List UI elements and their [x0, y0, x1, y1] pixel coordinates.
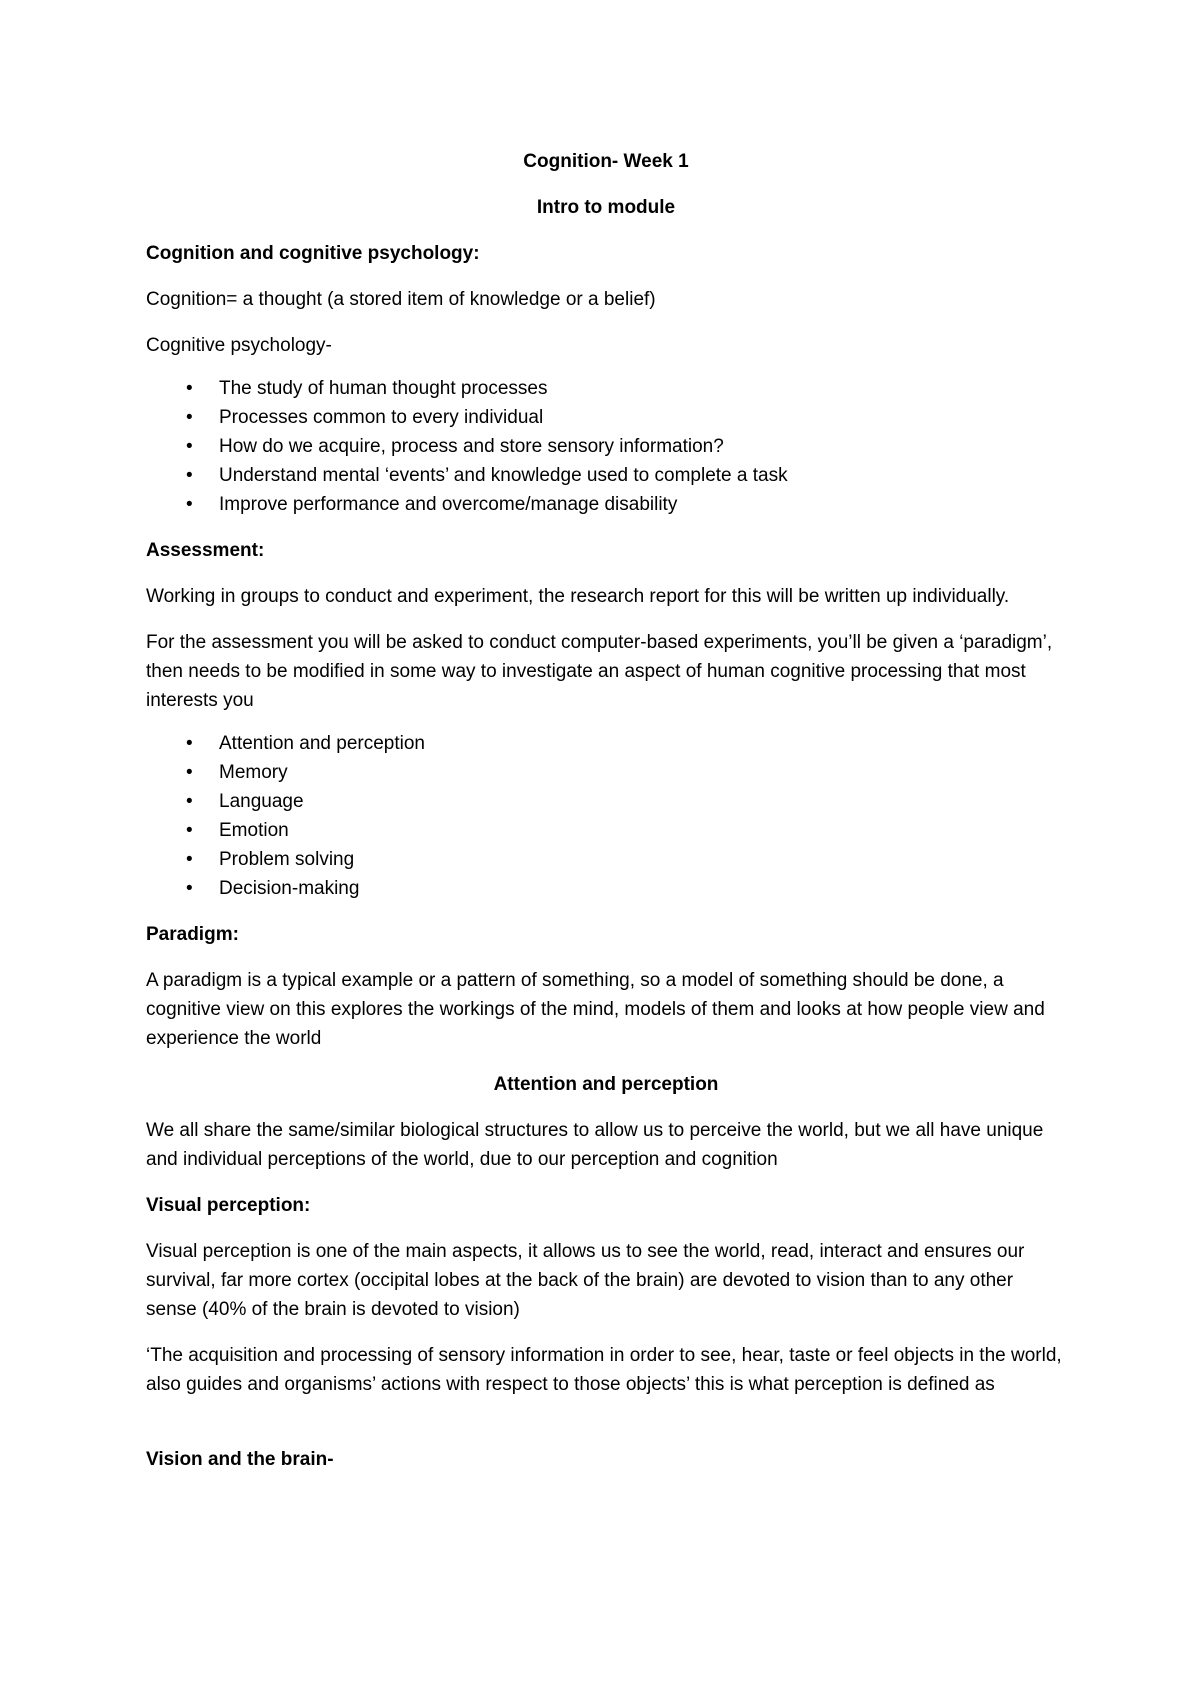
section-heading-cognition: Cognition and cognitive psychology:: [146, 243, 480, 264]
section-heading-vision-brain: Vision and the brain-: [146, 1449, 334, 1470]
list-item: • Processes common to every individual: [146, 403, 1066, 432]
bullet-icon: •: [186, 878, 193, 899]
visual-perception-paragraph-2: ‘The acquisition and processing of sensory information in order to see, hear, taste or feel objects in the world, also guides and organisms’ actions with respect to those objects’ this is what perception is defined as: [146, 1345, 1062, 1395]
list-item: • Memory: [146, 758, 1066, 787]
bullet-icon: •: [186, 407, 193, 428]
assessment-paragraph-1: Working in groups to conduct and experiment, the research report for this will be written up individually.: [146, 586, 1010, 607]
bullet-icon: •: [186, 849, 193, 870]
list-item: • How do we acquire, process and store sensory information?: [146, 432, 1066, 461]
document-body: [146, 147, 1066, 1491]
bullet-icon: •: [186, 762, 193, 783]
list-item: • Improve performance and overcome/manage disability: [146, 490, 1066, 519]
section-heading-assessment: Assessment:: [146, 540, 265, 561]
bullet-icon: •: [186, 465, 193, 486]
assessment-topics-list: [146, 729, 1066, 903]
list-item: • Understand mental ‘events’ and knowledge used to complete a task: [146, 461, 1066, 490]
list-item: • Decision-making: [146, 874, 1066, 903]
bullet-icon: •: [186, 436, 193, 457]
list-item: • Problem solving: [146, 845, 1066, 874]
paradigm-paragraph: A paradigm is a typical example or a pattern of something, so a model of something should be done, a cognitive view on this explores the workings of the mind, models of them and looks at how people view and experience the world: [146, 970, 1045, 1049]
list-item: • Emotion: [146, 816, 1066, 845]
blank-line: [146, 1416, 1066, 1445]
bullet-icon: •: [186, 791, 193, 812]
list-item: • Language: [146, 787, 1066, 816]
cognitive-psychology-list: [146, 374, 1066, 519]
bullet-icon: •: [186, 820, 193, 841]
bullet-icon: •: [186, 733, 193, 754]
page-subtitle: Intro to module: [536, 197, 676, 218]
attention-paragraph: We all share the same/similar biological structures to allow us to perceive the world, but we all have unique and individual perceptions of the world, due to our perception and cognition: [146, 1120, 1044, 1170]
section-heading-paradigm: Paradigm:: [146, 924, 239, 945]
section-heading-visual-perception: Visual perception:: [146, 1195, 311, 1216]
bullet-icon: •: [186, 494, 193, 515]
section-heading-attention: Attention and perception: [493, 1074, 719, 1095]
list-item: • The study of human thought processes: [146, 374, 1066, 403]
assessment-paragraph-2: For the assessment you will be asked to conduct computer-based experiments, you’ll be given a ‘paradigm’, then needs to be modified in some way to investigate an aspect of human cognitive processing that most interests you: [146, 632, 1053, 711]
visual-perception-paragraph-1: Visual perception is one of the main aspects, it allows us to see the world, read, interact and ensures our survival, far more cortex (occipital lobes at the back of the brain) are devoted to vision than to any other sense (40% of the brain is devoted to vision): [146, 1241, 1025, 1320]
cognition-definition: Cognition= a thought (a stored item of knowledge or a belief): [146, 289, 656, 310]
bullet-icon: •: [186, 378, 193, 399]
list-item: • Attention and perception: [146, 729, 1066, 758]
cognitive-psychology-intro: Cognitive psychology-: [146, 335, 332, 356]
page-title: Cognition- Week 1: [523, 151, 689, 172]
